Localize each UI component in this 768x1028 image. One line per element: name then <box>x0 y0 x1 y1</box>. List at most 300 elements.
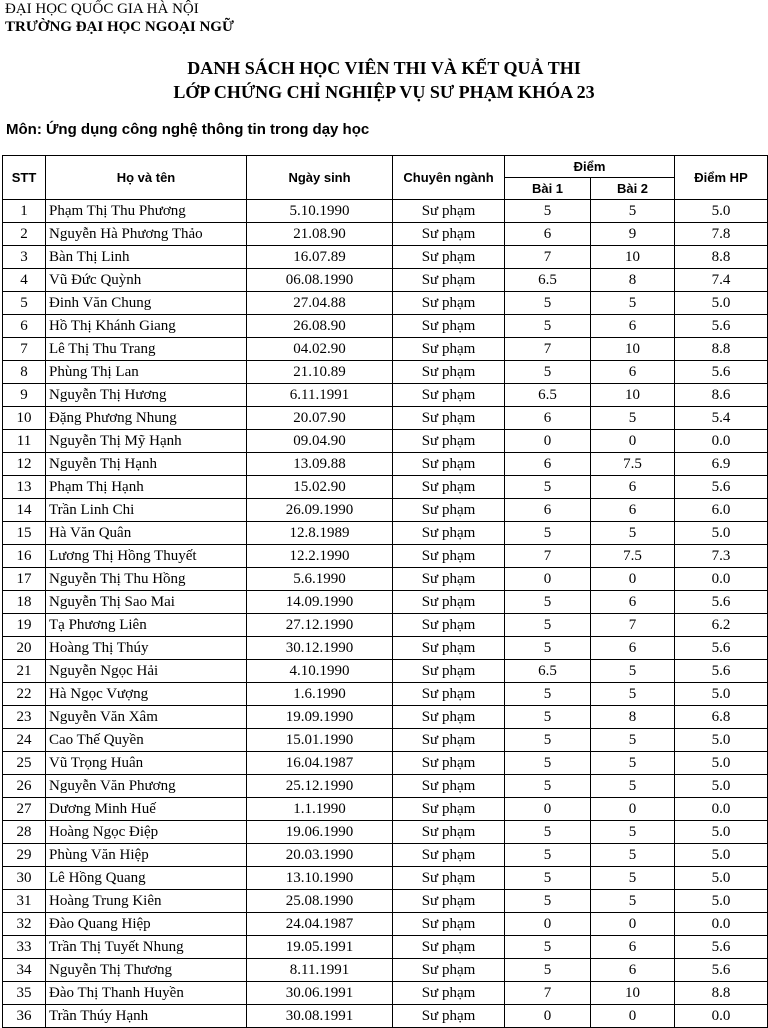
major-cell: Sư phạm <box>393 614 505 637</box>
dob-cell: 5.10.1990 <box>247 200 393 223</box>
stt-cell: 31 <box>3 890 46 913</box>
bai1-cell: 5 <box>505 591 591 614</box>
major-cell: Sư phạm <box>393 913 505 936</box>
stt-cell: 30 <box>3 867 46 890</box>
table-row <box>3 338 768 361</box>
stt-cell: 18 <box>3 591 46 614</box>
final-cell: 5.0 <box>675 844 768 867</box>
stt-cell: 23 <box>3 706 46 729</box>
bai2-cell: 7.5 <box>591 453 675 476</box>
table-row <box>3 223 768 246</box>
name-cell: Đinh Văn Chung <box>46 292 247 315</box>
major-cell: Sư phạm <box>393 844 505 867</box>
bai2-cell: 6 <box>591 936 675 959</box>
bai1-cell: 5 <box>505 361 591 384</box>
name-cell: Vũ Đức Quỳnh <box>46 269 247 292</box>
stt-cell: 22 <box>3 683 46 706</box>
dob-cell: 04.02.90 <box>247 338 393 361</box>
table-row <box>3 821 768 844</box>
results-table <box>2 155 768 1028</box>
stt-cell: 15 <box>3 522 46 545</box>
bai2-cell: 6 <box>591 315 675 338</box>
stt-cell: 17 <box>3 568 46 591</box>
bai2-cell: 5 <box>591 775 675 798</box>
bai1-cell: 6 <box>505 407 591 430</box>
name-cell: Nguyễn Thị Thương <box>46 959 247 982</box>
major-cell: Sư phạm <box>393 338 505 361</box>
table-row <box>3 729 768 752</box>
final-cell: 6.2 <box>675 614 768 637</box>
dob-cell: 21.08.90 <box>247 223 393 246</box>
bai1-cell: 5 <box>505 200 591 223</box>
dob-cell: 30.12.1990 <box>247 637 393 660</box>
major-cell: Sư phạm <box>393 982 505 1005</box>
final-cell: 5.6 <box>675 660 768 683</box>
stt-cell: 9 <box>3 384 46 407</box>
bai1-cell: 6 <box>505 453 591 476</box>
name-cell: Nguyễn Thị Sao Mai <box>46 591 247 614</box>
bai2-cell: 8 <box>591 706 675 729</box>
name-cell: Nguyễn Thị Hạnh <box>46 453 247 476</box>
bai1-cell: 5 <box>505 959 591 982</box>
major-cell: Sư phạm <box>393 384 505 407</box>
table-row <box>3 407 768 430</box>
name-cell: Trần Linh Chi <box>46 499 247 522</box>
header-stt: STT <box>3 156 46 200</box>
bai1-cell: 5 <box>505 476 591 499</box>
final-cell: 8.6 <box>675 384 768 407</box>
dob-cell: 1.6.1990 <box>247 683 393 706</box>
final-cell: 5.0 <box>675 867 768 890</box>
major-cell: Sư phạm <box>393 499 505 522</box>
table-row <box>3 522 768 545</box>
bai2-cell: 5 <box>591 821 675 844</box>
final-cell: 5.0 <box>675 729 768 752</box>
final-cell: 7.8 <box>675 223 768 246</box>
dob-cell: 8.11.1991 <box>247 959 393 982</box>
document-title-line1: DANH SÁCH HỌC VIÊN THI VÀ KẾT QUẢ THI <box>187 58 581 78</box>
table-row <box>3 200 768 223</box>
major-cell: Sư phạm <box>393 315 505 338</box>
final-cell: 5.6 <box>675 591 768 614</box>
table-row <box>3 476 768 499</box>
table-row <box>3 844 768 867</box>
table-row <box>3 591 768 614</box>
final-cell: 5.0 <box>675 292 768 315</box>
final-cell: 0.0 <box>675 568 768 591</box>
final-cell: 0.0 <box>675 430 768 453</box>
bai2-cell: 5 <box>591 844 675 867</box>
bai2-cell: 5 <box>591 683 675 706</box>
school-name: TRƯỜNG ĐẠI HỌC NGOẠI NGỮ <box>5 19 234 35</box>
major-cell: Sư phạm <box>393 775 505 798</box>
stt-cell: 27 <box>3 798 46 821</box>
name-cell: Phùng Thị Lan <box>46 361 247 384</box>
name-cell: Hoàng Ngọc Điệp <box>46 821 247 844</box>
bai2-cell: 9 <box>591 223 675 246</box>
dob-cell: 21.10.89 <box>247 361 393 384</box>
bai2-cell: 7 <box>591 614 675 637</box>
final-cell: 8.8 <box>675 982 768 1005</box>
dob-cell: 16.07.89 <box>247 246 393 269</box>
subject-line: Môn: Ứng dụng công nghệ thông tin trong dạy học <box>6 121 370 138</box>
bai2-cell: 6 <box>591 637 675 660</box>
major-cell: Sư phạm <box>393 637 505 660</box>
final-cell: 5.0 <box>675 683 768 706</box>
stt-cell: 25 <box>3 752 46 775</box>
final-cell: 8.8 <box>675 246 768 269</box>
final-cell: 5.6 <box>675 361 768 384</box>
table-row <box>3 706 768 729</box>
bai2-cell: 0 <box>591 1005 675 1028</box>
final-cell: 5.6 <box>675 637 768 660</box>
name-cell: Trần Thị Tuyết Nhung <box>46 936 247 959</box>
dob-cell: 19.09.1990 <box>247 706 393 729</box>
major-cell: Sư phạm <box>393 1005 505 1028</box>
table-row <box>3 361 768 384</box>
bai2-cell: 6 <box>591 959 675 982</box>
bai1-cell: 0 <box>505 430 591 453</box>
name-cell: Lê Hồng Quang <box>46 867 247 890</box>
table-row <box>3 798 768 821</box>
table-row <box>3 1005 768 1028</box>
bai1-cell: 5 <box>505 315 591 338</box>
stt-cell: 6 <box>3 315 46 338</box>
stt-cell: 28 <box>3 821 46 844</box>
bai2-cell: 10 <box>591 384 675 407</box>
bai1-cell: 6 <box>505 223 591 246</box>
name-cell: Nguyễn Văn Phương <box>46 775 247 798</box>
stt-cell: 8 <box>3 361 46 384</box>
major-cell: Sư phạm <box>393 223 505 246</box>
bai2-cell: 5 <box>591 407 675 430</box>
bai2-cell: 10 <box>591 246 675 269</box>
final-cell: 5.0 <box>675 752 768 775</box>
final-cell: 0.0 <box>675 798 768 821</box>
bai2-cell: 0 <box>591 798 675 821</box>
major-cell: Sư phạm <box>393 246 505 269</box>
major-cell: Sư phạm <box>393 683 505 706</box>
bai1-cell: 5 <box>505 936 591 959</box>
final-cell: 5.0 <box>675 775 768 798</box>
bai2-cell: 5 <box>591 660 675 683</box>
name-cell: Hồ Thị Khánh Giang <box>46 315 247 338</box>
major-cell: Sư phạm <box>393 568 505 591</box>
table-row <box>3 683 768 706</box>
stt-cell: 10 <box>3 407 46 430</box>
name-cell: Nguyễn Văn Xâm <box>46 706 247 729</box>
major-cell: Sư phạm <box>393 545 505 568</box>
major-cell: Sư phạm <box>393 591 505 614</box>
stt-cell: 36 <box>3 1005 46 1028</box>
stt-cell: 3 <box>3 246 46 269</box>
table-row <box>3 936 768 959</box>
bai2-cell: 7.5 <box>591 545 675 568</box>
header-bai1: Bài 1 <box>505 178 591 200</box>
major-cell: Sư phạm <box>393 361 505 384</box>
table-row <box>3 959 768 982</box>
major-cell: Sư phạm <box>393 890 505 913</box>
dob-cell: 4.10.1990 <box>247 660 393 683</box>
bai1-cell: 5 <box>505 292 591 315</box>
bai1-cell: 7 <box>505 982 591 1005</box>
header-dob: Ngày sinh <box>247 156 393 200</box>
bai1-cell: 5 <box>505 775 591 798</box>
bai1-cell: 5 <box>505 821 591 844</box>
final-cell: 0.0 <box>675 1005 768 1028</box>
final-cell: 0.0 <box>675 913 768 936</box>
stt-cell: 24 <box>3 729 46 752</box>
bai2-cell: 10 <box>591 338 675 361</box>
dob-cell: 30.08.1991 <box>247 1005 393 1028</box>
dob-cell: 15.02.90 <box>247 476 393 499</box>
dob-cell: 20.07.90 <box>247 407 393 430</box>
major-cell: Sư phạm <box>393 407 505 430</box>
final-cell: 5.6 <box>675 959 768 982</box>
header-bai2: Bài 2 <box>591 178 675 200</box>
stt-cell: 19 <box>3 614 46 637</box>
header-major: Chuyên ngành <box>393 156 505 200</box>
final-cell: 5.0 <box>675 200 768 223</box>
bai1-cell: 5 <box>505 637 591 660</box>
stt-cell: 34 <box>3 959 46 982</box>
table-row <box>3 913 768 936</box>
bai2-cell: 6 <box>591 499 675 522</box>
major-cell: Sư phạm <box>393 706 505 729</box>
bai1-cell: 0 <box>505 1005 591 1028</box>
dob-cell: 24.04.1987 <box>247 913 393 936</box>
table-row <box>3 660 768 683</box>
stt-cell: 11 <box>3 430 46 453</box>
stt-cell: 32 <box>3 913 46 936</box>
name-cell: Nguyễn Ngọc Hải <box>46 660 247 683</box>
table-row <box>3 384 768 407</box>
major-cell: Sư phạm <box>393 752 505 775</box>
bai2-cell: 5 <box>591 200 675 223</box>
university-header <box>5 0 234 36</box>
table-row <box>3 246 768 269</box>
name-cell: Đặng Phương Nhung <box>46 407 247 430</box>
name-cell: Hoàng Thị Thúy <box>46 637 247 660</box>
name-cell: Phạm Thị Thu Phương <box>46 200 247 223</box>
name-cell: Hà Ngọc Vượng <box>46 683 247 706</box>
table-row <box>3 775 768 798</box>
dob-cell: 13.10.1990 <box>247 867 393 890</box>
name-cell: Bàn Thị Linh <box>46 246 247 269</box>
final-cell: 7.4 <box>675 269 768 292</box>
dob-cell: 15.01.1990 <box>247 729 393 752</box>
final-cell: 5.0 <box>675 890 768 913</box>
name-cell: Nguyễn Thị Mỹ Hạnh <box>46 430 247 453</box>
bai2-cell: 5 <box>591 752 675 775</box>
name-cell: Nguyễn Thị Thu Hồng <box>46 568 247 591</box>
bai1-cell: 7 <box>505 338 591 361</box>
dob-cell: 27.12.1990 <box>247 614 393 637</box>
dob-cell: 12.2.1990 <box>247 545 393 568</box>
table-row <box>3 292 768 315</box>
dob-cell: 26.09.1990 <box>247 499 393 522</box>
name-cell: Phùng Văn Hiệp <box>46 844 247 867</box>
dob-cell: 1.1.1990 <box>247 798 393 821</box>
bai1-cell: 0 <box>505 913 591 936</box>
major-cell: Sư phạm <box>393 292 505 315</box>
name-cell: Dương Minh Huế <box>46 798 247 821</box>
major-cell: Sư phạm <box>393 959 505 982</box>
dob-cell: 6.11.1991 <box>247 384 393 407</box>
stt-cell: 7 <box>3 338 46 361</box>
dob-cell: 26.08.90 <box>247 315 393 338</box>
major-cell: Sư phạm <box>393 867 505 890</box>
table-row <box>3 752 768 775</box>
bai2-cell: 6 <box>591 591 675 614</box>
name-cell: Lê Thị Thu Trang <box>46 338 247 361</box>
major-cell: Sư phạm <box>393 476 505 499</box>
name-cell: Tạ Phương Liên <box>46 614 247 637</box>
major-cell: Sư phạm <box>393 660 505 683</box>
final-cell: 5.0 <box>675 821 768 844</box>
bai1-cell: 5 <box>505 522 591 545</box>
major-cell: Sư phạm <box>393 798 505 821</box>
major-cell: Sư phạm <box>393 821 505 844</box>
stt-cell: 35 <box>3 982 46 1005</box>
bai2-cell: 0 <box>591 430 675 453</box>
bai1-cell: 5 <box>505 890 591 913</box>
name-cell: Phạm Thị Hạnh <box>46 476 247 499</box>
stt-cell: 5 <box>3 292 46 315</box>
bai2-cell: 6 <box>591 476 675 499</box>
bai1-cell: 0 <box>505 798 591 821</box>
table-row <box>3 453 768 476</box>
table-row <box>3 545 768 568</box>
final-cell: 5.4 <box>675 407 768 430</box>
table-row <box>3 269 768 292</box>
final-cell: 5.6 <box>675 476 768 499</box>
table-row <box>3 982 768 1005</box>
major-cell: Sư phạm <box>393 936 505 959</box>
stt-cell: 33 <box>3 936 46 959</box>
final-cell: 6.8 <box>675 706 768 729</box>
final-cell: 5.0 <box>675 522 768 545</box>
bai2-cell: 10 <box>591 982 675 1005</box>
stt-cell: 29 <box>3 844 46 867</box>
dob-cell: 5.6.1990 <box>247 568 393 591</box>
dob-cell: 27.04.88 <box>247 292 393 315</box>
stt-cell: 12 <box>3 453 46 476</box>
header-score: Điểm <box>505 156 675 178</box>
university-name: ĐẠI HỌC QUỐC GIA HÀ NỘI <box>5 1 199 17</box>
final-cell: 6.0 <box>675 499 768 522</box>
dob-cell: 13.09.88 <box>247 453 393 476</box>
stt-cell: 26 <box>3 775 46 798</box>
name-cell: Đào Thị Thanh Huyền <box>46 982 247 1005</box>
bai1-cell: 5 <box>505 752 591 775</box>
stt-cell: 1 <box>3 200 46 223</box>
bai1-cell: 7 <box>505 545 591 568</box>
major-cell: Sư phạm <box>393 430 505 453</box>
major-cell: Sư phạm <box>393 522 505 545</box>
bai2-cell: 0 <box>591 913 675 936</box>
dob-cell: 20.03.1990 <box>247 844 393 867</box>
table-row <box>3 315 768 338</box>
table-row <box>3 499 768 522</box>
major-cell: Sư phạm <box>393 269 505 292</box>
name-cell: Hà Văn Quân <box>46 522 247 545</box>
bai1-cell: 5 <box>505 683 591 706</box>
stt-cell: 4 <box>3 269 46 292</box>
header-final-score: Điểm HP <box>675 156 768 200</box>
name-cell: Trần Thúy Hạnh <box>46 1005 247 1028</box>
table-row <box>3 430 768 453</box>
bai1-cell: 6 <box>505 499 591 522</box>
name-cell: Vũ Trọng Huân <box>46 752 247 775</box>
final-cell: 5.6 <box>675 936 768 959</box>
name-cell: Đào Quang Hiệp <box>46 913 247 936</box>
table-row <box>3 568 768 591</box>
table-row <box>3 614 768 637</box>
table-row <box>3 867 768 890</box>
bai1-cell: 7 <box>505 246 591 269</box>
final-cell: 5.6 <box>675 315 768 338</box>
bai2-cell: 0 <box>591 568 675 591</box>
bai1-cell: 5 <box>505 867 591 890</box>
bai1-cell: 5 <box>505 844 591 867</box>
final-cell: 7.3 <box>675 545 768 568</box>
bai2-cell: 5 <box>591 292 675 315</box>
dob-cell: 25.08.1990 <box>247 890 393 913</box>
dob-cell: 19.05.1991 <box>247 936 393 959</box>
document-title-line2: LỚP CHỨNG CHỈ NGHIỆP VỤ SƯ PHẠM KHÓA 23 <box>173 82 595 102</box>
bai1-cell: 6.5 <box>505 660 591 683</box>
major-cell: Sư phạm <box>393 200 505 223</box>
stt-cell: 16 <box>3 545 46 568</box>
dob-cell: 19.06.1990 <box>247 821 393 844</box>
bai2-cell: 5 <box>591 729 675 752</box>
stt-cell: 20 <box>3 637 46 660</box>
header-name: Họ và tên <box>46 156 247 200</box>
stt-cell: 2 <box>3 223 46 246</box>
dob-cell: 30.06.1991 <box>247 982 393 1005</box>
bai2-cell: 5 <box>591 890 675 913</box>
stt-cell: 13 <box>3 476 46 499</box>
bai1-cell: 6.5 <box>505 269 591 292</box>
dob-cell: 06.08.1990 <box>247 269 393 292</box>
stt-cell: 21 <box>3 660 46 683</box>
name-cell: Lương Thị Hồng Thuyết <box>46 545 247 568</box>
bai1-cell: 0 <box>505 568 591 591</box>
dob-cell: 12.8.1989 <box>247 522 393 545</box>
bai2-cell: 5 <box>591 867 675 890</box>
name-cell: Nguyễn Hà Phương Thảo <box>46 223 247 246</box>
table-row <box>3 637 768 660</box>
table-row <box>3 890 768 913</box>
dob-cell: 14.09.1990 <box>247 591 393 614</box>
major-cell: Sư phạm <box>393 453 505 476</box>
bai1-cell: 5 <box>505 706 591 729</box>
bai1-cell: 5 <box>505 614 591 637</box>
name-cell: Cao Thế Quyền <box>46 729 247 752</box>
bai2-cell: 5 <box>591 522 675 545</box>
final-cell: 8.8 <box>675 338 768 361</box>
bai2-cell: 8 <box>591 269 675 292</box>
bai1-cell: 5 <box>505 729 591 752</box>
dob-cell: 16.04.1987 <box>247 752 393 775</box>
bai2-cell: 6 <box>591 361 675 384</box>
dob-cell: 25.12.1990 <box>247 775 393 798</box>
major-cell: Sư phạm <box>393 729 505 752</box>
final-cell: 6.9 <box>675 453 768 476</box>
dob-cell: 09.04.90 <box>247 430 393 453</box>
bai1-cell: 6.5 <box>505 384 591 407</box>
